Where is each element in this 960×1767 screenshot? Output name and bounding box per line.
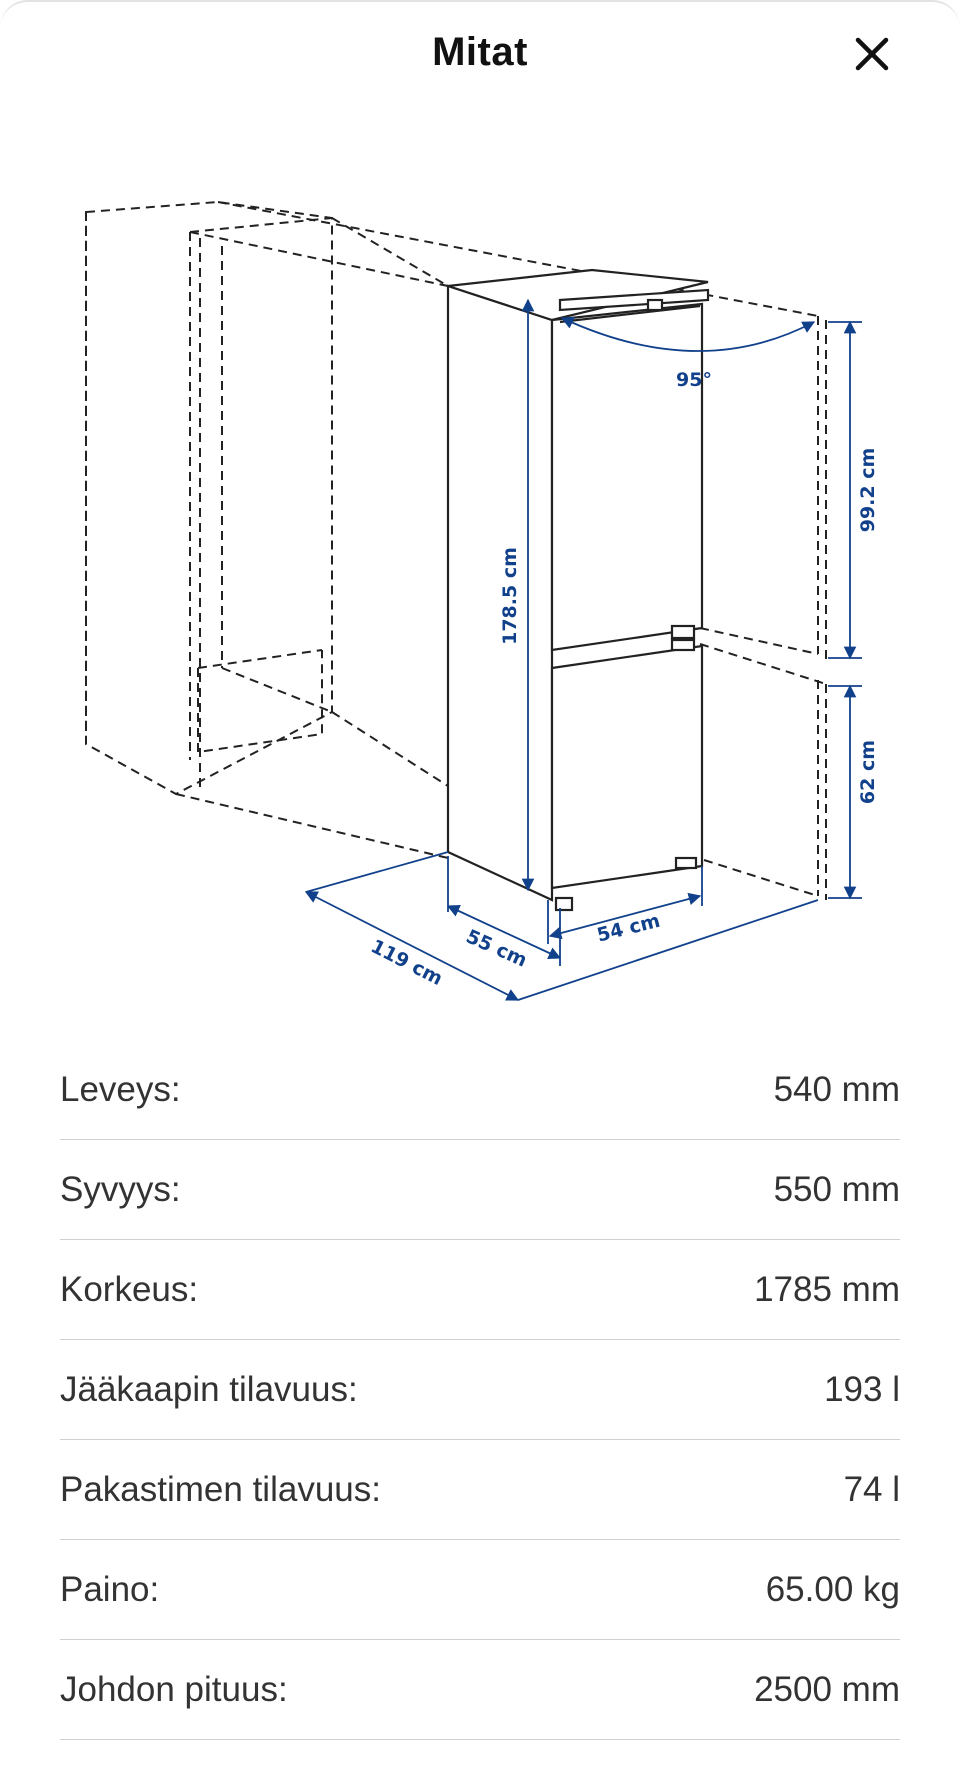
label-door-angle: 95°	[676, 369, 712, 391]
label-height-total: 178.5 cm	[499, 547, 521, 645]
spec-label: Korkeus:	[60, 1269, 199, 1309]
spec-value: 550 mm	[773, 1169, 900, 1209]
spec-label: Johdon pituus:	[60, 1669, 288, 1709]
spec-value: 74 l	[843, 1469, 900, 1509]
spec-row-width	[60, 1040, 900, 1140]
label-height-lower: 62 cm	[857, 739, 879, 805]
spec-label: Jääkaapin tilavuus:	[60, 1369, 358, 1409]
close-icon	[855, 37, 889, 71]
close-button[interactable]	[844, 26, 900, 82]
spec-value: 2500 mm	[754, 1669, 900, 1709]
spec-label: Syvyys:	[60, 1169, 181, 1209]
spec-label: Pakastimen tilavuus:	[60, 1469, 381, 1509]
dimension-diagram	[0, 180, 960, 1010]
fridge-dimension-illustration	[0, 180, 960, 1010]
label-depth-open: 119 cm	[367, 935, 447, 991]
spec-row-fridge-volume	[60, 1340, 900, 1440]
page-title: Mitat	[432, 30, 528, 74]
spec-value: 540 mm	[773, 1069, 900, 1109]
sheet-header	[0, 0, 960, 110]
spec-row-cord-length	[60, 1640, 900, 1740]
label-width: 54 cm	[594, 909, 663, 947]
spec-value: 1785 mm	[754, 1269, 900, 1309]
specifications-list	[60, 1040, 900, 1740]
spec-row-weight	[60, 1540, 900, 1640]
spec-label: Paino:	[60, 1569, 160, 1609]
spec-value: 65.00 kg	[765, 1569, 900, 1609]
spec-row-height	[60, 1240, 900, 1340]
label-depth: 55 cm	[462, 925, 531, 972]
spec-label: Leveys:	[60, 1069, 181, 1109]
spec-row-freezer-volume	[60, 1440, 900, 1540]
fridge-body	[448, 270, 708, 910]
label-height-upper: 99.2 cm	[857, 447, 879, 533]
spec-value: 193 l	[824, 1369, 900, 1409]
spec-row-depth	[60, 1140, 900, 1240]
